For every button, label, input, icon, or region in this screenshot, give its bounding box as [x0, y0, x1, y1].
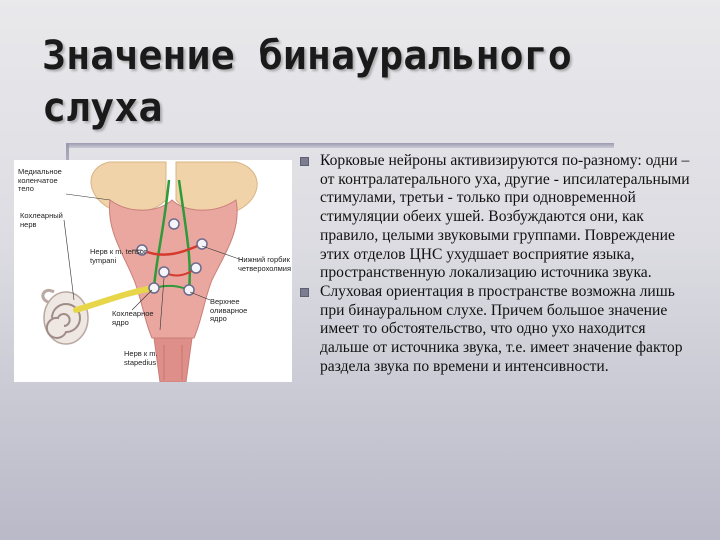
label-medial-geniculate: Медиальное коленчатое тело — [18, 167, 62, 193]
brain-hemisphere-left — [91, 162, 166, 213]
slide-title: Значение бинаурального слуха — [42, 33, 572, 131]
cochlea — [43, 290, 88, 344]
label-cochlear-nucleus: Кохлеарное ядро — [112, 309, 154, 327]
bullet-text: Слуховая ориентация в пространстве возможна лишь при бинауральном слухе. Причем большое значение имеет то обстоятельство, что одно ухо находится дальше от источника звука, т.е. имеет значение фактор раздела звука по времени и интенсивности. — [320, 282, 683, 375]
label-superior-olive: Верхнее оливарное ядро — [210, 297, 248, 323]
bullet-list — [300, 152, 698, 376]
bullet-item — [300, 152, 698, 283]
label-nerve-tensor-tympani: Нерв к m. tensor tympani — [90, 247, 147, 265]
label-inferior-colliculus: Нижний горбик четверохолмия — [238, 255, 292, 273]
bullet-item — [300, 283, 698, 377]
brain-hemisphere-right — [176, 162, 257, 216]
bullet-square-icon — [300, 288, 309, 297]
label-nerve-stapedius: Нерв к m. stapedius — [124, 349, 158, 367]
bullet-text: Корковые нейроны активизируются по-разному: одни – от контралатерального уха, другие - ипсилатеральными стимулами, третьи - только при одновременной стимуляции обеих ушей. Возбуждаются они, как правило, целыми звуковыми группами. Повреждение этих отделов ЦНС ухудшает восприятие языка, пространственную локализацию источника звука. — [320, 152, 690, 282]
title-divider — [66, 143, 614, 148]
auditory-pathway-figure — [14, 160, 292, 382]
label-cochlear-nerve: Кохлеарный нерв — [20, 211, 63, 229]
bullet-square-icon — [300, 157, 309, 166]
